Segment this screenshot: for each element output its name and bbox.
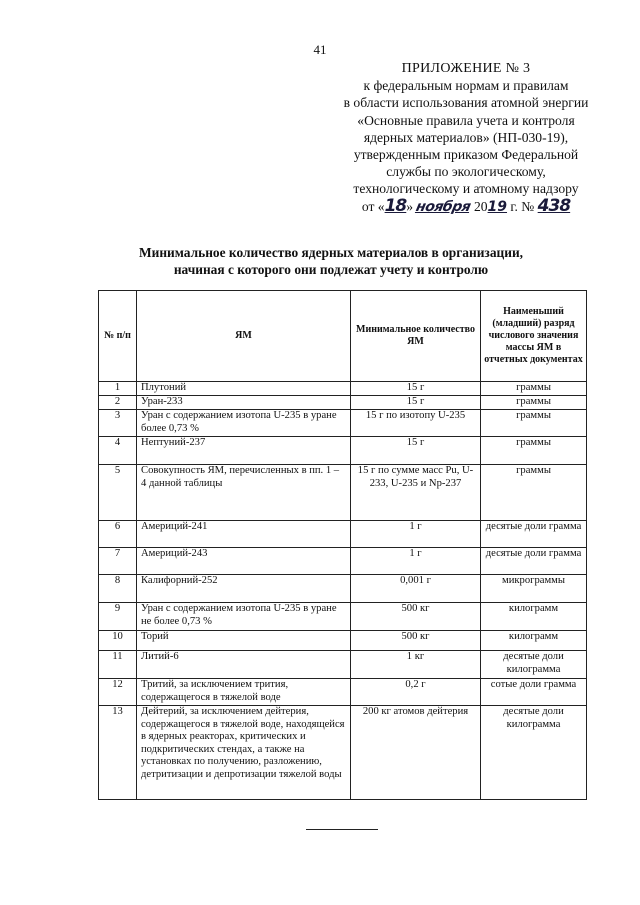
cell-ym: Торий — [137, 631, 351, 651]
appendix-header — [318, 60, 614, 216]
appendix-line: «Основные правила учета и контроля — [357, 112, 575, 128]
cell-qty: 15 г по сумме масс Pu, U-233, U-235 и Np-237 — [351, 465, 481, 521]
cell-num: 9 — [99, 603, 137, 631]
cell-unit: десятые доли грамма — [481, 548, 587, 575]
table-row — [99, 631, 587, 651]
handwritten-year: 19 — [487, 198, 508, 215]
appendix-line: ядерных материалов» (НП-030-19), — [363, 129, 569, 145]
cell-ym: Америций-243 — [137, 548, 351, 575]
date-prefix: от « — [361, 198, 385, 214]
header-num: № п/п — [99, 291, 137, 382]
cell-unit: десятые доли килограмма — [481, 651, 587, 679]
appendix-title: ПРИЛОЖЕНИЕ № 3 — [401, 61, 531, 76]
header-ym: ЯМ — [137, 291, 351, 382]
handwritten-day: 18 — [384, 195, 407, 216]
cell-unit: граммы — [481, 437, 587, 465]
cell-ym: Тритий, за исключением трития, содержащегося в тяжелой воде — [137, 679, 351, 706]
cell-num: 4 — [99, 437, 137, 465]
document-title — [40, 244, 622, 278]
appendix-line: технологическому и атомному надзору — [353, 181, 579, 197]
cell-qty: 500 кг — [351, 631, 481, 651]
cell-ym: Дейтерий, за исключением дейтерия, содержащегося в тяжелой воде, находящейся в ядерных реакторах, критических и подкритических стендах, а также на установках по получению, разложению, детритизации и депротизации тяжелой воды — [137, 706, 351, 800]
table-row — [99, 396, 587, 410]
cell-num: 3 — [99, 410, 137, 437]
handwritten-month: ноября — [414, 198, 473, 215]
table-row — [99, 706, 587, 800]
appendix-line: утвержденным приказом Федеральной — [353, 147, 579, 163]
page-number: 41 — [313, 42, 327, 57]
title-line: начиная с которого они подлежат учету и контролю — [173, 262, 489, 277]
cell-num: 11 — [99, 651, 137, 679]
cell-qty: 1 кг — [351, 651, 481, 679]
table-row — [99, 521, 587, 548]
cell-qty: 200 кг атомов дейтерия — [351, 706, 481, 800]
cell-num: 2 — [99, 396, 137, 410]
appendix-line: в области использования атомной энергии — [343, 95, 589, 111]
order-date-line — [318, 195, 614, 216]
header-unit: Наименьший (младший) разряд числового значения массы ЯМ в отчетных документах — [481, 291, 587, 382]
cell-ym: Плутоний — [137, 382, 351, 396]
cell-unit: десятые доли килограмма — [481, 706, 587, 800]
table-row — [99, 603, 587, 631]
cell-unit: граммы — [481, 382, 587, 396]
cell-unit: сотые доли грамма — [481, 679, 587, 706]
handwritten-order-number: 438 — [537, 195, 571, 216]
cell-unit: граммы — [481, 396, 587, 410]
cell-qty: 15 г — [351, 437, 481, 465]
cell-qty: 0,2 г — [351, 679, 481, 706]
table-row — [99, 382, 587, 396]
cell-unit: килограмм — [481, 631, 587, 651]
cell-unit: десятые доли грамма — [481, 521, 587, 548]
cell-ym: Америций-241 — [137, 521, 351, 548]
cell-unit: граммы — [481, 410, 587, 437]
cell-num: 1 — [99, 382, 137, 396]
cell-ym: Уран-233 — [137, 396, 351, 410]
cell-qty: 0,001 г — [351, 575, 481, 603]
date-year-prefix: 20 — [473, 198, 488, 214]
table-row — [99, 548, 587, 575]
footer-rule — [306, 829, 378, 830]
date-mid: » — [406, 198, 414, 214]
appendix-line: службы по экологическому, — [386, 164, 546, 180]
cell-qty: 15 г — [351, 396, 481, 410]
nuclear-materials-table — [98, 290, 587, 800]
table-row — [99, 575, 587, 603]
cell-num: 12 — [99, 679, 137, 706]
table-header-row — [99, 291, 587, 382]
cell-ym: Литий-6 — [137, 651, 351, 679]
cell-qty: 500 кг — [351, 603, 481, 631]
cell-ym: Калифорний-252 — [137, 575, 351, 603]
table-row — [99, 465, 587, 521]
cell-num: 5 — [99, 465, 137, 521]
cell-ym: Нептуний-237 — [137, 437, 351, 465]
cell-ym: Совокупность ЯМ, перечисленных в пп. 1 – 4 данной таблицы — [137, 465, 351, 521]
cell-qty: 15 г по изотопу U-235 — [351, 410, 481, 437]
cell-ym: Уран с содержанием изотопа U-235 в уране более 0,73 % — [137, 410, 351, 437]
table-row — [99, 410, 587, 437]
cell-qty: 1 г — [351, 548, 481, 575]
cell-num: 10 — [99, 631, 137, 651]
cell-unit: килограмм — [481, 603, 587, 631]
date-year-postfix: г. № — [507, 198, 535, 214]
cell-num: 13 — [99, 706, 137, 800]
table-row — [99, 679, 587, 706]
appendix-line: к федеральным нормам и правилам — [363, 78, 569, 94]
cell-num: 8 — [99, 575, 137, 603]
cell-unit: микрограммы — [481, 575, 587, 603]
cell-qty: 1 г — [351, 521, 481, 548]
cell-unit: граммы — [481, 465, 587, 521]
header-qty: Минимальное количество ЯМ — [351, 291, 481, 382]
table-row — [99, 437, 587, 465]
cell-num: 7 — [99, 548, 137, 575]
cell-qty: 15 г — [351, 382, 481, 396]
cell-num: 6 — [99, 521, 137, 548]
title-line: Минимальное количество ядерных материалов в организации, — [138, 245, 524, 260]
table-row — [99, 651, 587, 679]
cell-ym: Уран с содержанием изотопа U-235 в уране не более 0,73 % — [137, 603, 351, 631]
